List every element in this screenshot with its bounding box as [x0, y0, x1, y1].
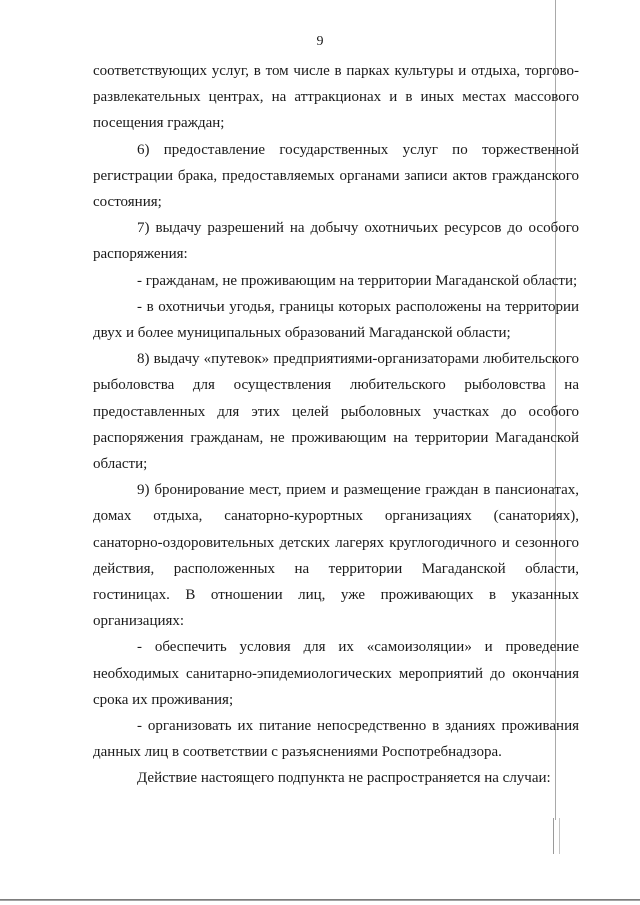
paragraph-item-7-hunting: 7) выдачу разрешений на добычу охотничьих ресурсов до особого распоряжения:: [93, 220, 579, 263]
scan-margin-mark: [553, 818, 560, 854]
paragraph-services-parks: соответствующих услуг, в том числе в парках культуры и отдыха, торгово-развлекательных центрах, на аттракционах и в иных местах массового посещения граждан;: [93, 63, 579, 132]
paragraph-hunting-nonresidents: - гражданам, не проживающим на территории Магаданской области;: [137, 272, 578, 289]
paragraph-hunting-grounds: - в охотничьи угодья, границы которых расположены на территории двух и более муниципальных образований Магаданской области;: [93, 298, 579, 342]
paragraph-meals: - организовать их питание непосредственно в зданиях проживания данных лиц в соответствии с разъяснениями Роспотребнадзора.: [93, 718, 579, 761]
scan-bottom-edge: [0, 899, 640, 901]
document-body: [93, 58, 579, 792]
paragraph-self-isolation: - обеспечить условия для их «самоизоляции» и проведение необходимых санитарно-эпидемиологических мероприятий до окончания срока их проживания;: [93, 639, 579, 708]
paragraph-item-8-fishing: 8) выдачу «путевок» предприятиями-организаторами любительского рыболовства для осуществления любительского рыболовства на предоставленных для этих целей рыболовных участках до особого распоряжения гражданам, не проживающим на территории Магаданской области;: [93, 351, 579, 473]
paragraph-exceptions: Действие настоящего подпункта не распространяется на случаи:: [137, 770, 551, 787]
paragraph-item-9-accommodation: 9) бронирование мест, прием и размещение граждан в пансионатах, домах отдыха, санаторно-курортных организациях (санаториях), санаторно-оздоровительных детских лагерях круглогодичного и сезонного действия, расположенных на территории Магаданской области, гостиницах. В отношении лиц, уже проживающих в указанных организациях:: [93, 482, 579, 630]
paragraph-item-6-marriage: 6) предоставление государственных услуг по торжественной регистрации брака, предоставляемых органами записи актов гражданского состояния;: [93, 141, 579, 211]
page-number: 9: [316, 34, 324, 49]
